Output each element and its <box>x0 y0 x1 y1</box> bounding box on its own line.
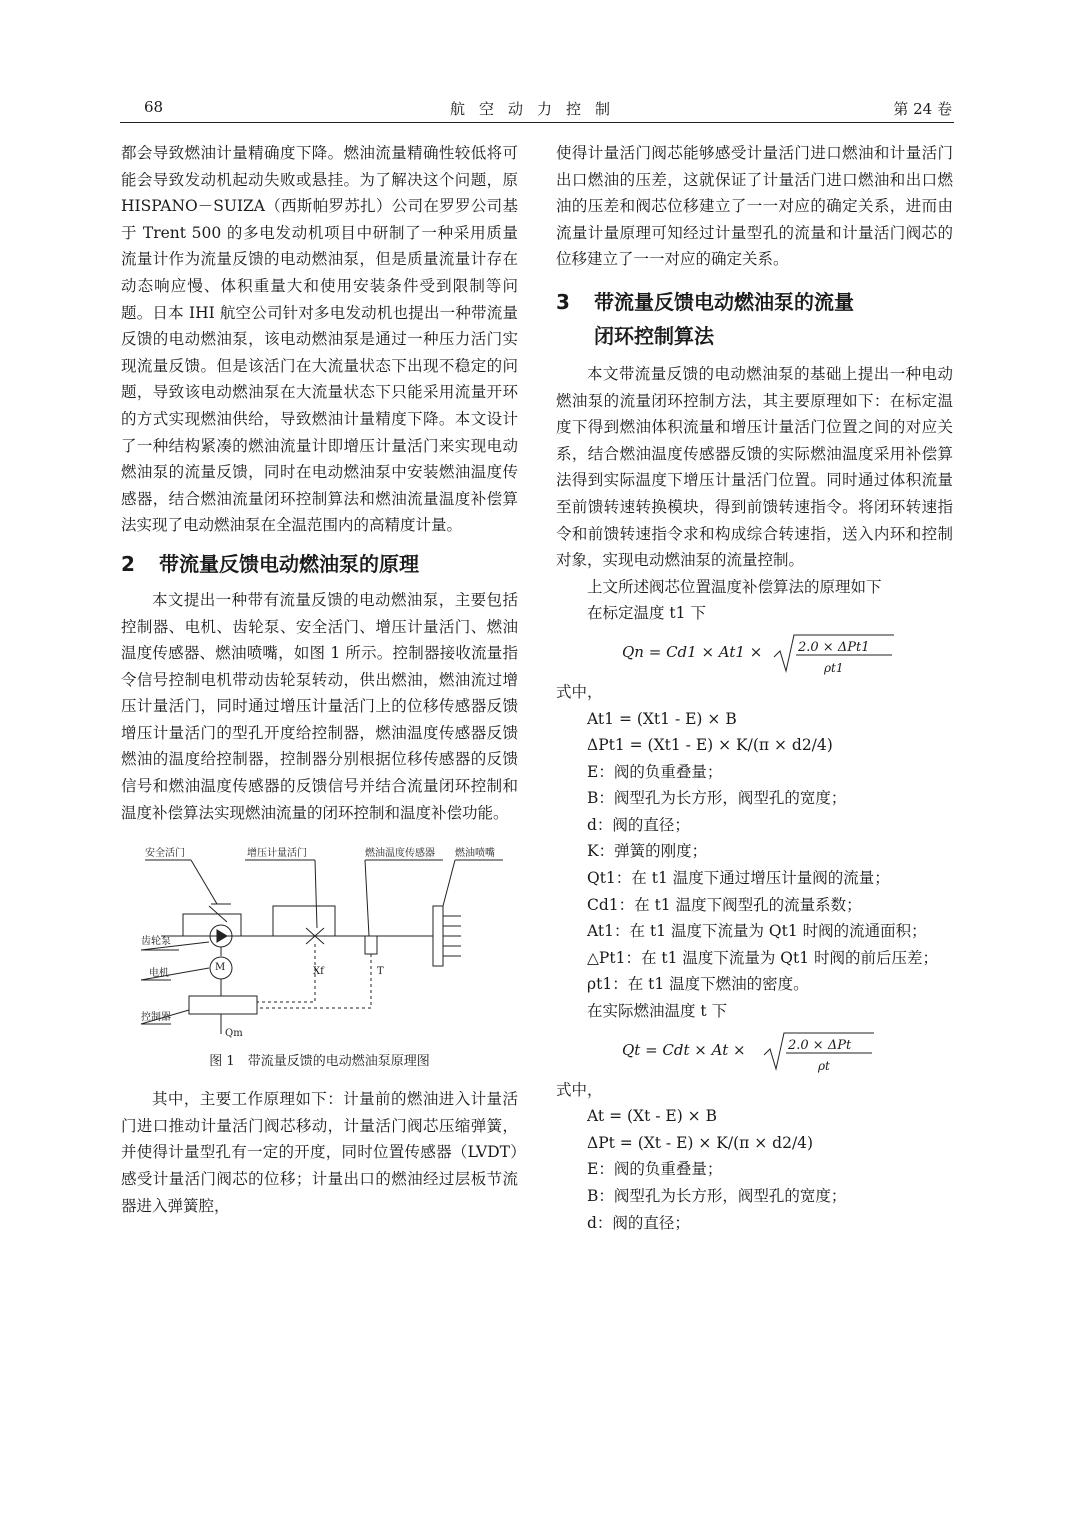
formula-numerator: 2.0 × ΔPt1 <box>798 639 870 655</box>
condition-line: 在标定温度 t1 下 <box>587 604 706 623</box>
def-line: E：阀的负重叠量； <box>587 762 723 781</box>
def-line: ρt1：在 t1 温度下燃油的密度。 <box>587 975 809 994</box>
right-column <box>556 140 953 1236</box>
label-xf: Xf <box>313 966 324 978</box>
formula-denominator: ρt1 <box>824 660 844 675</box>
page-number: 68 <box>144 98 164 116</box>
label-t: T <box>377 966 384 978</box>
section-number: 3 <box>556 289 570 314</box>
def-line: E：阀的负重叠量； <box>587 1160 723 1179</box>
formula-denominator: ρt <box>818 1058 830 1073</box>
condition-line: 在实际燃油温度 t 下 <box>587 1002 728 1021</box>
formula-lhs: Qt = Cdt × At × <box>622 1040 746 1059</box>
formula-1 <box>556 631 953 675</box>
section-title-line2: 闭环控制算法 <box>594 323 714 348</box>
label-metering-valve: 增压计量活门 <box>247 848 307 860</box>
label-safety-valve: 安全活门 <box>145 848 185 860</box>
section-title-line1: 带流量反馈电动燃油泵的流量 <box>594 289 854 314</box>
section-title: 带流量反馈电动燃油泵的原理 <box>159 551 419 576</box>
label-nozzle: 燃油喷嘴 <box>455 848 495 860</box>
formula-lhs: Qn = Cd1 × At1 × <box>622 642 763 661</box>
body-paragraph: 都会导致燃油计量精确度下降。燃油流量精确性较低将可能会导致发动机起动失败或悬挂。为了解决这个问题，原 HISPANO－SUIZA（西斯帕罗苏扎）公司在罗罗公司基于 Trent 500 的多电发动机项目中研制了一种采用质量流量计作为流量反馈的电动燃油泵，但是质量流量计存在动态响应慢、体积重量大和使用安装条件受到限制等问题。日本 IHI 航空公司针对多电发动机也提出一种带流量反馈的电动燃油泵，该电动燃油泵是通过一种压力活门实现流量反馈。但是该活门在大流量状态下出现不稳定的问题，导致该电动燃油泵在大流量状态下只能采用流量开环的方式实现燃油供给，导致燃油计量精度下降。本文设计了一种结构紧凑的燃油流量计即增压计量活门来实现电动燃油泵的流量反馈，同时在电动燃油泵中安装燃油温度传感器，结合燃油流量闭环控制算法和燃油流量温度补偿算法实现了电动燃油泵在全温范围内的高精度计量。 <box>121 144 518 535</box>
def-line: △Pt1：在 t1 温度下流量为 Qt1 时阀的前后压差； <box>587 948 939 967</box>
def-line: ΔPt1 = (Xt1 - E) × K/(π × d2/4) <box>587 736 833 755</box>
volume-label: 第 24 卷 <box>893 100 952 118</box>
figure-1 <box>121 846 518 1046</box>
where-label: 式中， <box>556 682 603 701</box>
formula-2 <box>556 1029 953 1073</box>
figure-caption: 图 1 带流量反馈的电动燃油泵原理图 <box>209 1054 430 1070</box>
label-gear-pump: 齿轮泵 <box>141 936 171 948</box>
section-heading-2 <box>121 551 518 577</box>
running-header <box>120 96 954 123</box>
body-paragraph: 本文带流量反馈的电动燃油泵的基础上提出一种电动燃油泵的流量闭环控制方法，其主要原理如下：在标定温度下得到燃油体积流量和增压计量活门位置之间的对应关系，结合燃油温度传感器反馈的实际燃油温度采用补偿算法得到实际温度下增压计量活门位置。同时通过体积流量至前馈转速转换模块，得到前馈转速指令。将闭环转速指令和前馈转速指令求和构成综合转速指，送入内环和控制对象，实现电动燃油泵的流量控制。 <box>556 364 953 570</box>
label-motor: 电机 <box>149 968 169 980</box>
def-line: At = (Xt - E) × B <box>587 1107 717 1126</box>
def-line: At1：在 t1 温度下流量为 Qt1 时阀的流通面积； <box>587 922 927 941</box>
left-column <box>121 140 518 1219</box>
body-paragraph: 其中，主要工作原理如下：计量前的燃油进入计量活门进口推动计量活门阀芯移动，计量活门阀芯压缩弹簧，并使得计量型孔有一定的开度，同时位置传感器（LVDT）感受计量活门阀芯的位移；计量出口的燃油经过层板节流器进入弹簧腔， <box>121 1090 518 1215</box>
section-number: 2 <box>121 551 135 576</box>
where-label: 式中， <box>556 1080 603 1099</box>
label-qm: Qm <box>225 1028 243 1040</box>
motor-symbol: M <box>215 962 226 974</box>
def-line: B：阀型孔为长方形，阀型孔的宽度； <box>587 789 847 808</box>
body-paragraph: 本文提出一种带有流量反馈的电动燃油泵，主要包括控制器、电机、齿轮泵、安全活门、增压计量活门、燃油温度传感器、燃油喷嘴，如图 1 所示。控制器接收流量指令信号控制电机带动齿轮泵转动，供出燃油，燃油流过增压计量活门，同时通过增压计量活门上的位移传感器反馈增压计量活门的型孔开度给控制器，燃油温度传感器反馈燃油的温度给控制器，控制器分别根据位移传感器的反馈信号和燃油温度传感器的反馈信号并结合流量闭环控制和温度补偿算法实现燃油流量的闭环控制和温度补偿功能。 <box>121 590 518 822</box>
def-line: K：弹簧的刚度； <box>587 842 708 861</box>
label-temp-sensor: 燃油温度传感器 <box>365 848 435 860</box>
label-controller: 控制器 <box>141 1012 171 1024</box>
formula-numerator: 2.0 × ΔPt <box>788 1037 852 1053</box>
def-line: Cd1：在 t1 温度下阀型孔的流量系数； <box>587 895 862 914</box>
body-paragraph: 上文所述阀芯位置温度补偿算法的原理如下 <box>587 577 882 596</box>
def-line: ΔPt = (Xt - E) × K/(π × d2/4) <box>587 1133 814 1152</box>
def-line: d：阀的直径； <box>587 815 690 834</box>
def-line: At1 = (Xt1 - E) × B <box>587 709 737 728</box>
journal-title: 航空动力控制 <box>449 100 624 118</box>
def-line: d：阀的直径； <box>587 1213 690 1232</box>
def-line: B：阀型孔为长方形，阀型孔的宽度； <box>587 1187 847 1205</box>
schematic-diagram <box>121 846 518 1046</box>
body-paragraph: 使得计量活门阀芯能够感受计量活门进口燃油和计量活门出口燃油的压差，这就保证了计量活门进口燃油和出口燃油的压差和阀芯位移建立了一一对应的确定关系，进而由流量计量原理可知经过计量型孔的流量和计量活门阀芯的位移建立了一一对应的确定关系。 <box>556 144 953 269</box>
section-heading-3 <box>556 285 953 353</box>
def-line: Qt1：在 t1 温度下通过增压计量阀的流量； <box>587 869 890 888</box>
